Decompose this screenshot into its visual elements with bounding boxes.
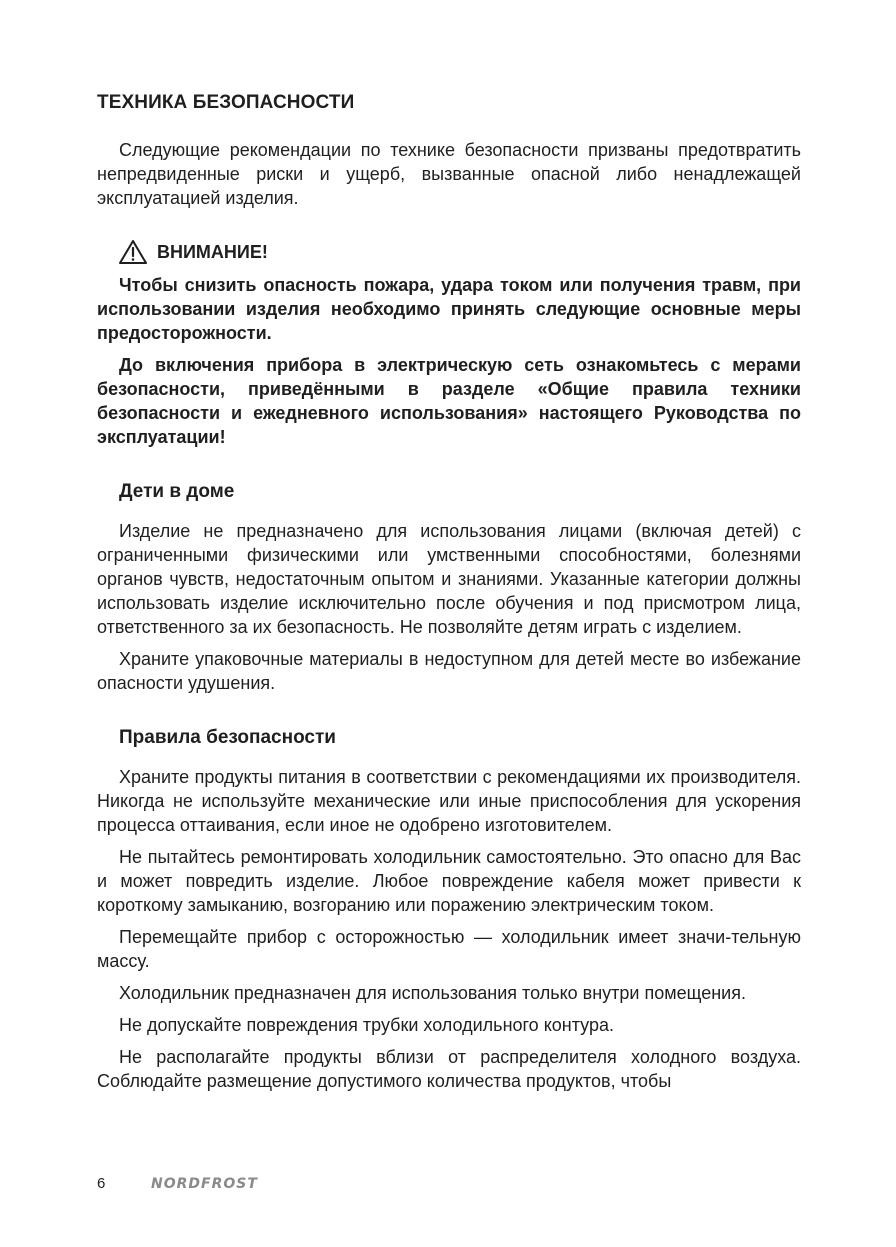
intro-paragraph: Следующие рекомендации по технике безопасности призваны предотвратить непредвиденные риски и ущерб, вызванные опасной либо ненадлежащей эксплуатацией изделия. [97,140,801,208]
page-number: 6 [97,1175,106,1192]
warning-title: ВНИМАНИЕ! [157,241,268,262]
manual-page [97,88,801,1093]
warning-header [97,237,801,267]
rules-paragraph: Не пытайтесь ремонтировать холодильник самостоятельно. Это опасно для Вас и может повредить изделие. Любое повреждение кабеля может привести к короткому замыканию, возгоранию или поражению электрическим током. [97,847,801,915]
kids-paragraph: Изделие не предназначено для использования лицами (включая детей) с ограниченными физическими или умственными способностями, болезнями органов чувств, недостаточным опытом и знаниями. Указанные категории должны использовать изделие исключительно после обучения и под присмотром лица, ответственного за их безопасность. Не позволяйте детям играть с изделием. [97,521,801,637]
section-title-rules: Правила безопасности [119,727,336,748]
warning-body [97,273,801,449]
section-title-kids: Дети в доме [119,481,235,502]
rules-paragraph: Не располагайте продукты вблизи от распределителя холодного воздуха. Соблюдайте размещение допустимого количества продуктов, чтобы [97,1047,801,1091]
rules-paragraph: Храните продукты питания в соответствии с рекомендациями их производителя. Никогда не используйте механические или иные приспособления для ускорения процесса оттаивания, если иное не одобрено изготовителем. [97,767,801,835]
warning-triangle-icon [118,239,148,265]
kids-paragraph: Храните упаковочные материалы в недоступном для детей месте во избежание опасности удушения. [97,649,801,693]
rules-paragraph: Холодильник предназначен для использования только внутри помещения. [119,983,746,1003]
page-title: ТЕХНИКА БЕЗОПАСНОСТИ [97,92,355,113]
warning-paragraph: Чтобы снизить опасность пожара, удара током или получения травм, при использовании изделия необходимо принять следующие основные меры предосторожности. [97,275,801,343]
rules-paragraph: Перемещайте прибор с осторожностью — холодильник имеет значи-тельную массу. [97,927,801,971]
rules-paragraph: Не допускайте повреждения трубки холодильного контура. [119,1015,614,1035]
warning-paragraph: До включения прибора в электрическую сеть ознакомьтесь с мерами безопасности, приведёнными в разделе «Общие правила техники безопасности и ежедневного использования» настоящего Руководства по эксплуатации! [97,355,801,447]
page-footer [97,1175,258,1192]
brand-logo: NORDFROST [151,1175,258,1192]
